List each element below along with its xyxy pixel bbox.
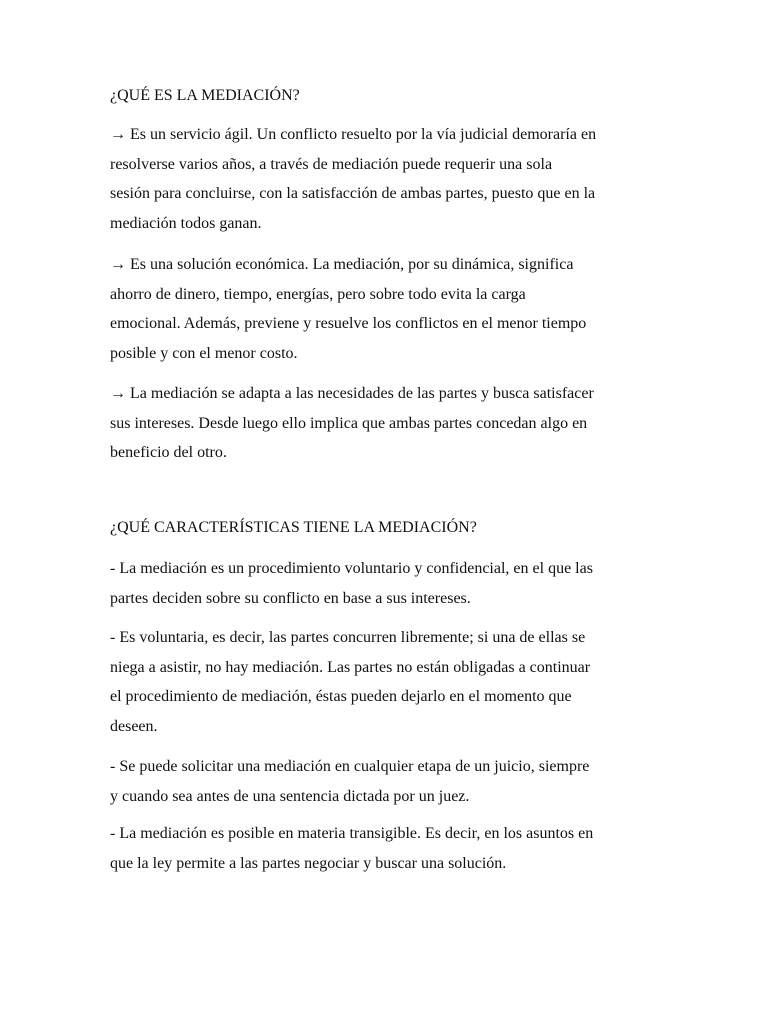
text-line: - Se puede solicitar una mediación en cualquier etapa de un juicio, siempre xyxy=(110,758,590,775)
text-line: mediación todos ganan. xyxy=(110,214,262,232)
text-line: - Es voluntaria, es decir, las partes concurren libremente; si una de ellas se xyxy=(110,629,586,646)
paragraph-materia-transigible xyxy=(110,819,593,878)
text-line: el procedimiento de mediación, éstas pueden dejarlo en el momento que xyxy=(110,688,572,705)
section-heading-caracteristicas: ¿QUÉ CARACTERÍSTICAS TIENE LA MEDIACIÓN? xyxy=(110,519,477,536)
text-line: → Es un servicio ágil. Un conflicto resuelto por la vía judicial demoraría en xyxy=(110,126,597,143)
text-line: → Es una solución económica. La mediación, por su dinámica, significa xyxy=(110,256,574,273)
paragraph-es-voluntaria xyxy=(110,623,590,741)
text-line: niega a asistir, no hay mediación. Las partes no están obligadas a continuar xyxy=(110,658,591,676)
text-line: y cuando sea antes de una sentencia dictada por un juez. xyxy=(110,787,470,805)
text-line: emocional. Además, previene y resuelve los conflictos en el menor tiempo xyxy=(110,315,587,332)
text-line: posible y con el menor costo. xyxy=(110,344,298,362)
text-line: deseen. xyxy=(110,717,158,735)
text-line: sus intereses. Desde luego ello implica que ambas partes concedan algo en xyxy=(110,414,588,432)
text-line: - La mediación es un procedimiento voluntario y confidencial, en el que las xyxy=(110,560,593,577)
text-line: - La mediación es posible en materia transigible. Es decir, en los asuntos en xyxy=(110,825,594,842)
text-line: resolverse varios años, a través de mediación puede requerir una sola xyxy=(110,155,553,173)
text-line: que la ley permite a las partes negociar y buscar una solución. xyxy=(110,854,507,872)
text-line: beneficio del otro. xyxy=(110,444,227,461)
text-line: partes deciden sobre su conflicto en base a sus intereses. xyxy=(110,589,471,607)
section-heading-que-es: ¿QUÉ ES LA MEDIACIÓN? xyxy=(110,87,300,104)
text-line: sesión para concluirse, con la satisfacción de ambas partes, puesto que en la xyxy=(110,185,596,202)
paragraph-voluntario-confidencial xyxy=(110,554,593,613)
paragraph-servicio-agil xyxy=(110,120,596,238)
paragraph-solucion-economica xyxy=(110,250,586,368)
text-line: → La mediación se adapta a las necesidades de las partes y busca satisfacer xyxy=(110,385,594,402)
paragraph-cualquier-etapa xyxy=(110,752,589,811)
text-line: ahorro de dinero, tiempo, energías, pero sobre todo evita la carga xyxy=(110,285,526,303)
paragraph-se-adapta xyxy=(110,379,594,468)
